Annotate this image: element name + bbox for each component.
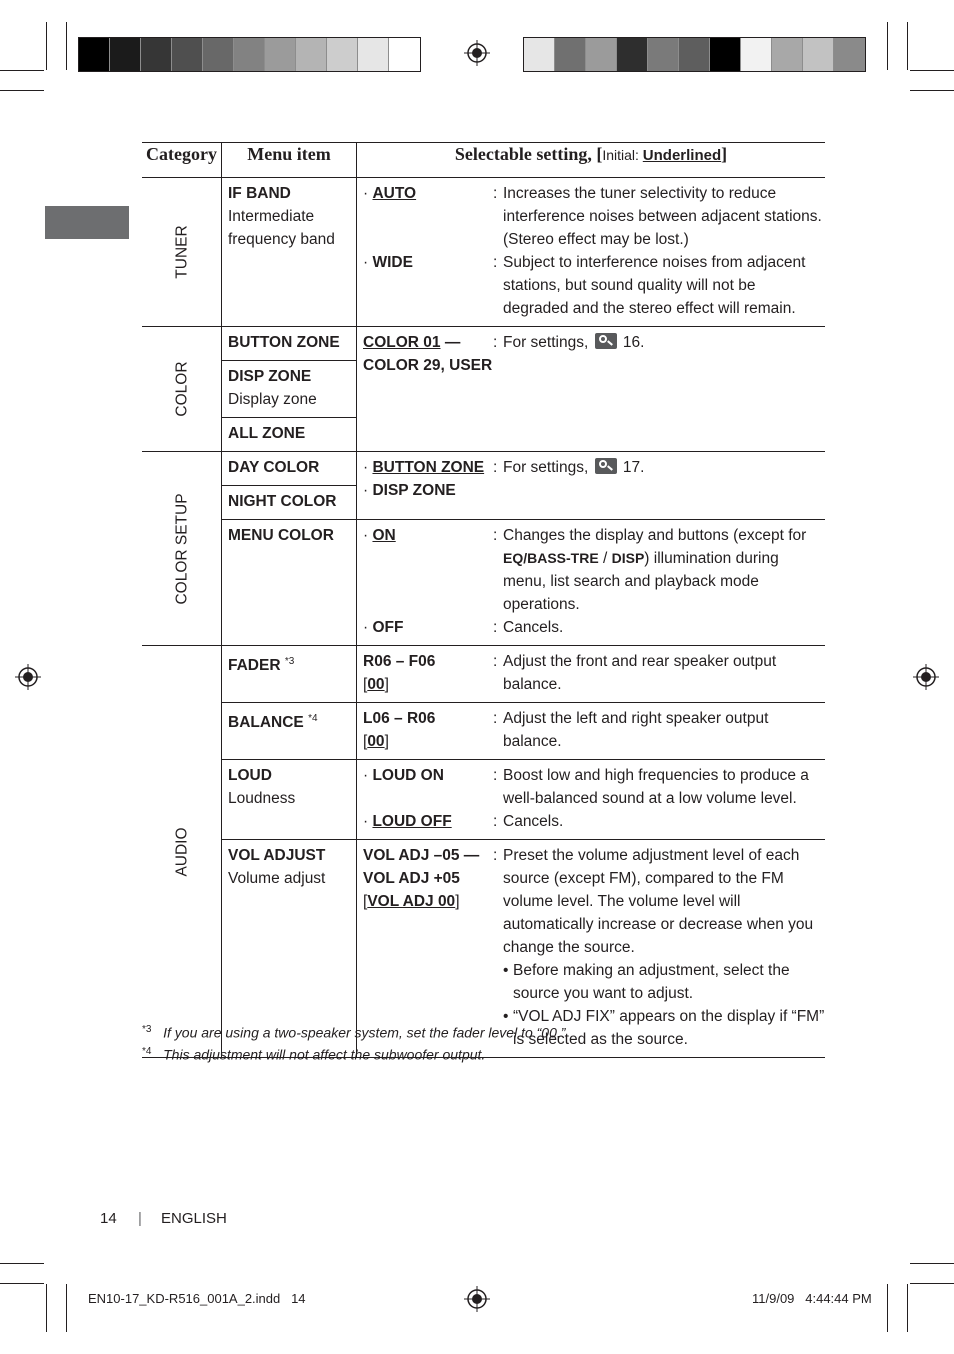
menu-item-name: DISP ZONE [228, 368, 312, 385]
option-loud-off: · LOUD OFF [363, 813, 452, 830]
registration-mark-icon [15, 664, 41, 690]
option-fader-range: R06 – F06 [00] [363, 653, 436, 693]
settings-table [142, 142, 825, 1058]
option-wide: · WIDE [363, 254, 413, 271]
option-line [363, 182, 825, 251]
crop-mark [907, 22, 908, 70]
menu-item-if-band [222, 178, 357, 327]
section-tab [45, 206, 129, 239]
table-row [142, 703, 825, 760]
menu-item-desc: Loudness [228, 790, 296, 807]
page-language: ENGLISH [161, 1210, 227, 1227]
colon: : [493, 847, 498, 864]
option-line [363, 810, 825, 833]
menu-item-desc: Volume adjust [228, 870, 326, 887]
colon: : [493, 459, 498, 476]
table-row [142, 646, 825, 703]
table-header-row [142, 143, 825, 178]
option-line [363, 331, 825, 377]
footnote-3: $^{*3}$ If you are using a two-speaker system, set the fader level to “00.” [142, 1024, 566, 1041]
crop-mark [0, 90, 44, 91]
option-off: · OFF [363, 619, 404, 636]
category-cell [142, 452, 222, 646]
option-vol-range: VOL ADJ –05 — VOL ADJ +05 [VOL ADJ 00] [363, 847, 480, 910]
header-underlined: Underlined [642, 147, 722, 164]
option-on: · ON [363, 527, 396, 544]
page-number: 14 [100, 1210, 117, 1227]
menu-item-balance: BALANCE $^{*4}$ [222, 703, 357, 760]
crop-mark [887, 1284, 888, 1332]
option-line [363, 764, 825, 810]
gray-scale-bar-right [523, 37, 866, 72]
slug-filename: EN10-17_KD-R516_001A_2.indd 14 [88, 1291, 306, 1306]
option-desc [503, 844, 825, 1051]
option-line [363, 707, 825, 753]
crop-mark [910, 70, 954, 71]
crop-mark [0, 1263, 44, 1264]
crop-mark [46, 22, 47, 70]
bullet-item: • Before making an adjustment, select the source you want to adjust. [503, 962, 790, 1002]
vol-desc-text: Preset the volume adjustment level of each source (except FM), compared to the FM volume level. The volume level will automatically increase or decrease when you change the source. [503, 847, 814, 956]
menu-item-name: LOUD [228, 767, 272, 784]
option-desc: Adjust the left and right speaker output balance. [503, 710, 769, 750]
menu-item-desc: Intermediate frequency band [228, 208, 335, 248]
menu-item-loud [222, 760, 357, 840]
colon: : [493, 527, 498, 544]
option-balance-range: L06 – R06 [00] [363, 710, 436, 750]
option-zone: · BUTTON ZONE · DISP ZONE [363, 459, 485, 499]
registration-mark-icon [913, 664, 939, 690]
option-desc: Boost low and high frequencies to produce a well-balanced sound at a low volume level. [503, 767, 809, 807]
colon: : [493, 619, 498, 636]
category-cell [142, 327, 222, 452]
header-selectable-label: Selectable setting, [ [454, 144, 603, 164]
slug-date: 11/9/09 4:44:44 PM [752, 1291, 872, 1306]
option-desc: For settings, 17. [503, 459, 645, 476]
category-cell [142, 178, 222, 327]
header-close: ] [721, 144, 728, 164]
colon: : [493, 254, 498, 271]
table-row [142, 178, 825, 327]
menu-item-menu-color: MENU COLOR [222, 520, 357, 646]
crop-mark [910, 1263, 954, 1264]
crop-mark [46, 1284, 47, 1332]
option-color-range: COLOR 01 — COLOR 29, USER [363, 334, 493, 374]
option-desc: Cancels. [503, 619, 564, 636]
menu-item-night-color: NIGHT COLOR [222, 486, 357, 520]
crop-mark [0, 70, 44, 71]
option-desc: Cancels. [503, 813, 564, 830]
option-auto: · AUTO [363, 185, 417, 202]
category-label-color-setup: COLOR SETUP [173, 492, 190, 605]
option-line [363, 251, 825, 320]
category-cell [142, 646, 222, 1058]
option-desc: Subject to interference noises from adjacent stations, but sound quality will not be degraded and the stereo effect will remain. [503, 254, 806, 317]
option-line [363, 650, 825, 696]
menu-item-all-zone: ALL ZONE [222, 418, 357, 452]
crop-mark [907, 1284, 908, 1332]
reference-magnifier-icon [595, 333, 617, 349]
menu-item-desc: Display zone [228, 391, 317, 408]
option-line [363, 844, 825, 1051]
category-label-tuner: TUNER [173, 225, 190, 279]
registration-mark-icon [464, 40, 490, 66]
crop-mark [910, 90, 954, 91]
settings-cell [357, 327, 826, 452]
option-desc: Adjust the front and rear speaker output balance. [503, 653, 777, 693]
bullet-item: • “VOL ADJ FIX” appears on the display if “FM” is selected as the source. [503, 1008, 825, 1048]
category-label-audio: AUDIO [173, 826, 190, 877]
settings-cell [357, 760, 826, 840]
header-selectable [357, 143, 826, 178]
option-line [363, 524, 825, 616]
colon: : [493, 710, 498, 727]
option-desc: Increases the tuner selectivity to reduce interference noises between adjacent stations. (Stereo effect may be lost.) [503, 185, 822, 248]
header-initial: Initial: [602, 147, 643, 163]
colon: : [493, 653, 498, 670]
colon: : [493, 813, 498, 830]
crop-mark [887, 22, 888, 70]
page-separator: | [138, 1210, 142, 1227]
menu-item-name: IF BAND [228, 185, 291, 202]
crop-mark [0, 1283, 44, 1284]
table-row [142, 452, 825, 486]
header-menu-item: Menu item [222, 143, 357, 178]
gray-scale-bar-left [78, 37, 421, 72]
reference-magnifier-icon [595, 458, 617, 474]
settings-cell [357, 178, 826, 327]
settings-cell [357, 703, 826, 760]
category-label-color: COLOR [173, 361, 190, 417]
menu-item-name: VOL ADJUST [228, 847, 326, 864]
colon: : [493, 185, 498, 202]
registration-mark-icon [464, 1286, 490, 1312]
option-line [363, 456, 825, 502]
settings-cell [357, 646, 826, 703]
colon: : [493, 334, 498, 351]
crop-mark [66, 22, 67, 70]
menu-item-day-color: DAY COLOR [222, 452, 357, 486]
settings-cell [357, 452, 826, 520]
option-desc: Changes the display and buttons (except for EQ/BASS-TRE / DISP) illumination during menu, list search and playback mode operations. [503, 527, 807, 613]
crop-mark [66, 1284, 67, 1332]
table-row [142, 327, 825, 361]
menu-item-fader: FADER $^{*3}$ [222, 646, 357, 703]
option-desc: For settings, 16. [503, 334, 645, 351]
crop-mark [910, 1283, 954, 1284]
option-loud-on: · LOUD ON [363, 767, 444, 784]
menu-item-button-zone: BUTTON ZONE [222, 327, 357, 361]
table-row [142, 520, 825, 646]
header-category: Category [142, 143, 222, 178]
colon: : [493, 767, 498, 784]
option-line [363, 616, 825, 639]
table-row [142, 760, 825, 840]
footnote-4: $^{*4}$ This adjustment will not affect the subwoofer output. [142, 1046, 486, 1063]
settings-cell [357, 520, 826, 646]
menu-item-disp-zone [222, 361, 357, 418]
